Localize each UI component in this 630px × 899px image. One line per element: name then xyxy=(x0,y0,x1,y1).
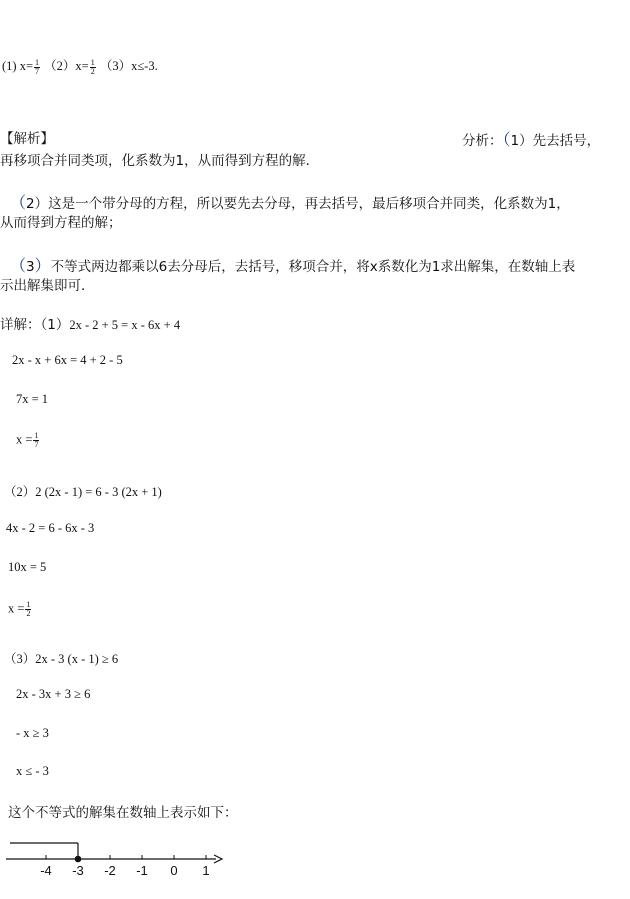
solution-1-line-2: 2x - x + 6x = 4 + 2 - 5 xyxy=(12,353,123,367)
solution-3-line-1: （3）2x - 3 (x - 1) ≥ 6 xyxy=(4,652,119,666)
analysis-para1-b: 再移项合并同类项，化系数为1，从而得到方程的解． xyxy=(0,153,320,169)
number-line-tick-label: -4 xyxy=(40,863,52,878)
analysis-label: 分析： xyxy=(462,133,503,149)
analysis-para2-a-line xyxy=(10,190,570,213)
analysis-tag: 【解析】 xyxy=(0,131,54,147)
paren-open-1: （ xyxy=(502,130,511,149)
solution-2-line-1: （2）2 (2x - 1) = 6 - 3 (2x + 1) xyxy=(4,485,162,499)
answer-fraction-2: $\frac{1}{2}$ xyxy=(90,57,95,76)
answer-part-1: (1) x= xyxy=(2,59,33,73)
solution-2-fraction: $\frac{1}{2}$ xyxy=(26,600,31,618)
answer-part-3: （3）x≤-3. xyxy=(99,59,158,73)
analysis-para3-b: 示出解集即可． xyxy=(0,278,95,294)
number-line-tick-label: 0 xyxy=(170,863,178,878)
answer-part-2: （2）x= xyxy=(44,59,89,73)
solution-3-line-4: x ≤ - 3 xyxy=(16,764,49,778)
solution-1-line-4: x = $\frac{1}{7}$ xyxy=(16,431,39,449)
solution-header xyxy=(0,313,180,333)
solution-conclusion: 这个不等式的解集在数轴上表示如下： xyxy=(8,805,238,821)
number-line xyxy=(0,829,630,899)
number-line-tick-label: -1 xyxy=(136,863,148,878)
paren-open-2: （ xyxy=(10,193,27,212)
solution-1-line-3: 7x = 1 xyxy=(16,392,49,406)
solution-3-line-2: 2x - 3x + 3 ≥ 6 xyxy=(16,687,91,701)
solution-1-fraction: $\frac{1}{7}$ xyxy=(34,431,39,449)
paren-open-3: （ xyxy=(10,256,27,275)
solution-endpoint-dot xyxy=(75,856,81,862)
number-line-tick-label: -3 xyxy=(72,863,84,878)
paren-close-3: ） xyxy=(34,256,51,275)
analysis-para2-a: 2）这是一个带分母的方程，所以要先去分母，再去括号，最后移项合并同类，化系数为1， xyxy=(26,196,570,212)
answer-fraction-1: $\frac{1}{7}$ xyxy=(35,57,39,76)
analysis-para1-a: 1）先去括号， xyxy=(510,133,601,149)
analysis-para2-b: 从而得到方程的解； xyxy=(0,215,122,231)
analysis-para3-a: 不等式两边都乘以6去分母后，去括号，移项合并，将x系数化为1求出解集，在数轴上表 xyxy=(50,259,576,275)
analysis-para3-num: 3 xyxy=(26,259,35,275)
solution-2-line-3: 10x = 5 xyxy=(8,560,47,574)
solution-3-line-3: - x ≥ 3 xyxy=(16,726,49,740)
analysis-para3-a-line xyxy=(10,253,575,276)
solution-2-line-2: 4x - 2 = 6 - 6x - 3 xyxy=(6,521,95,535)
solution-2-line-4: x = $\frac{1}{2}$ xyxy=(8,600,31,618)
analysis-header xyxy=(462,127,600,150)
number-line-tick-label: 1 xyxy=(202,863,210,878)
solution-1-line-1: 2x - 2 + 5 = x - 6x + 4 xyxy=(69,318,181,332)
number-line-tick-label: -2 xyxy=(104,863,116,878)
answer-line xyxy=(2,56,158,76)
solution-label: 详解：（1） xyxy=(0,317,70,333)
